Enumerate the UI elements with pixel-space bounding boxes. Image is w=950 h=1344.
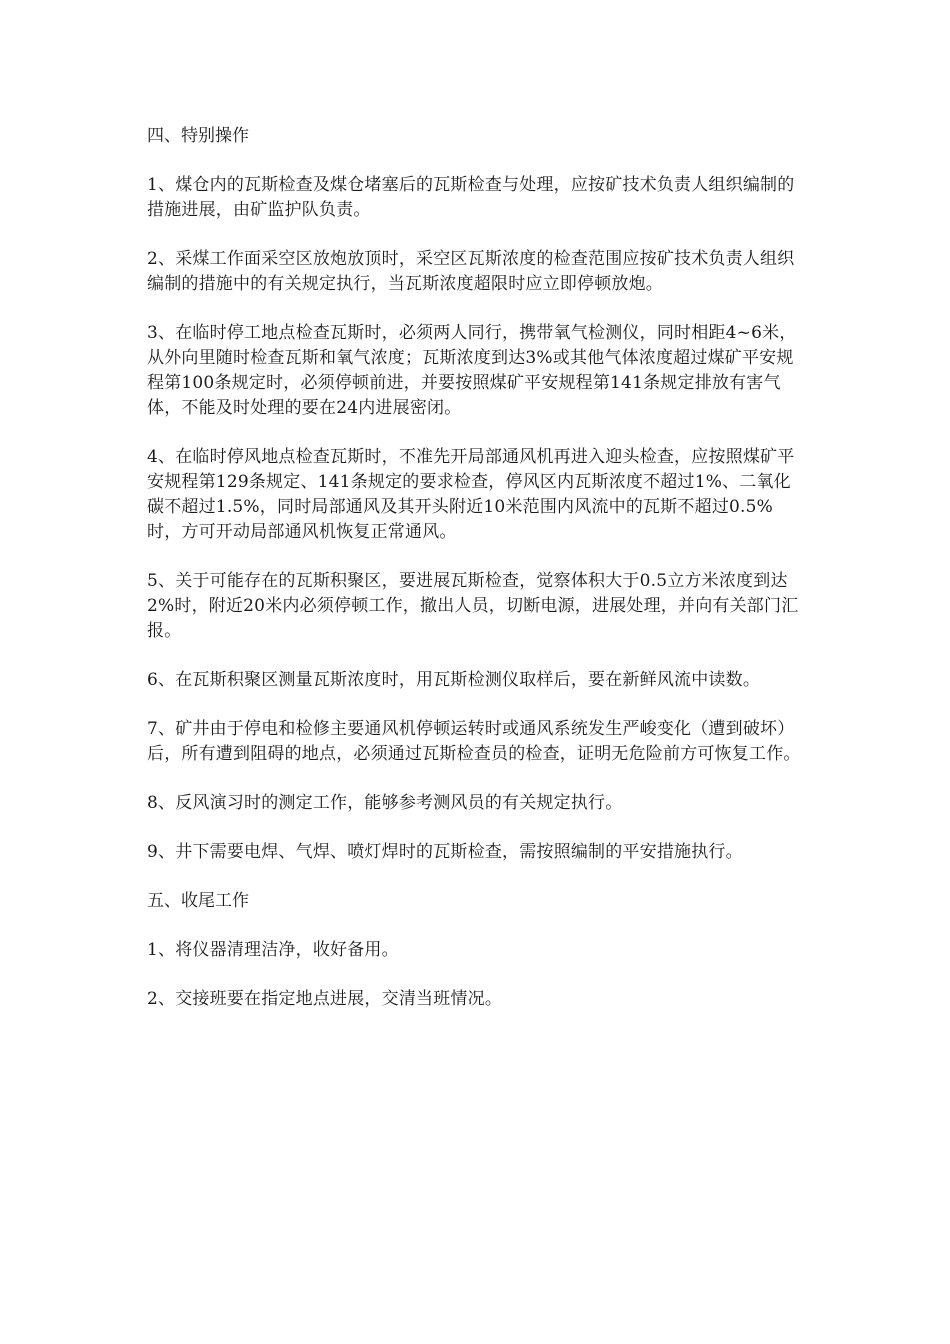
- paragraph-item: 9、井下需要电焊、气焊、喷灯焊时的瓦斯检查，需按照编制的平安措施执行。: [147, 842, 743, 862]
- paragraph-item: 7、矿井由于停电和检修主要通风机停顿运转时或通风系统发生严峻变化（遭到破坏）后，所有遭到阻碍的地点，必须通过瓦斯检查员的检查，证明无危险前方可恢复工作。: [147, 719, 801, 764]
- paragraph-item: 4、在临时停风地点检查瓦斯时，不准先开局部通风机再进入迎头检查，应按照煤矿平安规程第129条规定、141条规定的要求检查，停风区内瓦斯浓度不超过1%、二氧化碳不超过1.5%，同时局部通风及其开头附近10米范围内风流中的瓦斯不超过0.5%时，方可开动局部通风机恢复正常通风。: [147, 447, 795, 542]
- paragraph-item: 2、采煤工作面采空区放炮放顶时，采空区瓦斯浓度的检查范围应按矿技术负责人组织编制的措施中的有关规定执行，当瓦斯浓度超限时应立即停顿放炮。: [147, 249, 795, 294]
- paragraph-item: 8、反风演习时的测定工作，能够参考测风员的有关规定执行。: [147, 793, 623, 813]
- paragraph-item: 1、煤仓内的瓦斯检查及煤仓堵塞后的瓦斯检查与处理，应按矿技术负责人组织编制的措施进展，由矿监护队负责。: [147, 175, 795, 220]
- paragraph-item: 3、在临时停工地点检查瓦斯时，必须两人同行，携带氧气检测仪，同时相距4~6米，从外向里随时检查瓦斯和氧气浓度；瓦斯浓度到达3%或其他气体浓度超过煤矿平安规程第100条规定时，必须停顿前进，并要按照煤矿平安规程第141条规定排放有害气体，不能及时处理的要在24内进展密闭。: [147, 323, 797, 418]
- section-heading-special-operations: 四、特别操作: [147, 126, 249, 146]
- document-body: [147, 124, 803, 1036]
- paragraph-item: 5、关于可能存在的瓦斯积聚区，要进展瓦斯检查，觉察体积大于0.5立方米浓度到达2%时，附近20米内必须停顿工作，撤出人员，切断电源，进展处理，并向有关部门汇报。: [147, 571, 799, 641]
- section-heading-closing-work: 五、收尾工作: [147, 891, 249, 911]
- paragraph-item: 6、在瓦斯积聚区测量瓦斯浓度时，用瓦斯检测仪取样后，要在新鲜风流中读数。: [147, 670, 761, 690]
- paragraph-item: 1、将仪器清理洁净，收好备用。: [147, 940, 399, 960]
- paragraph-item: 2、交接班要在指定地点进展，交清当班情况。: [147, 989, 503, 1009]
